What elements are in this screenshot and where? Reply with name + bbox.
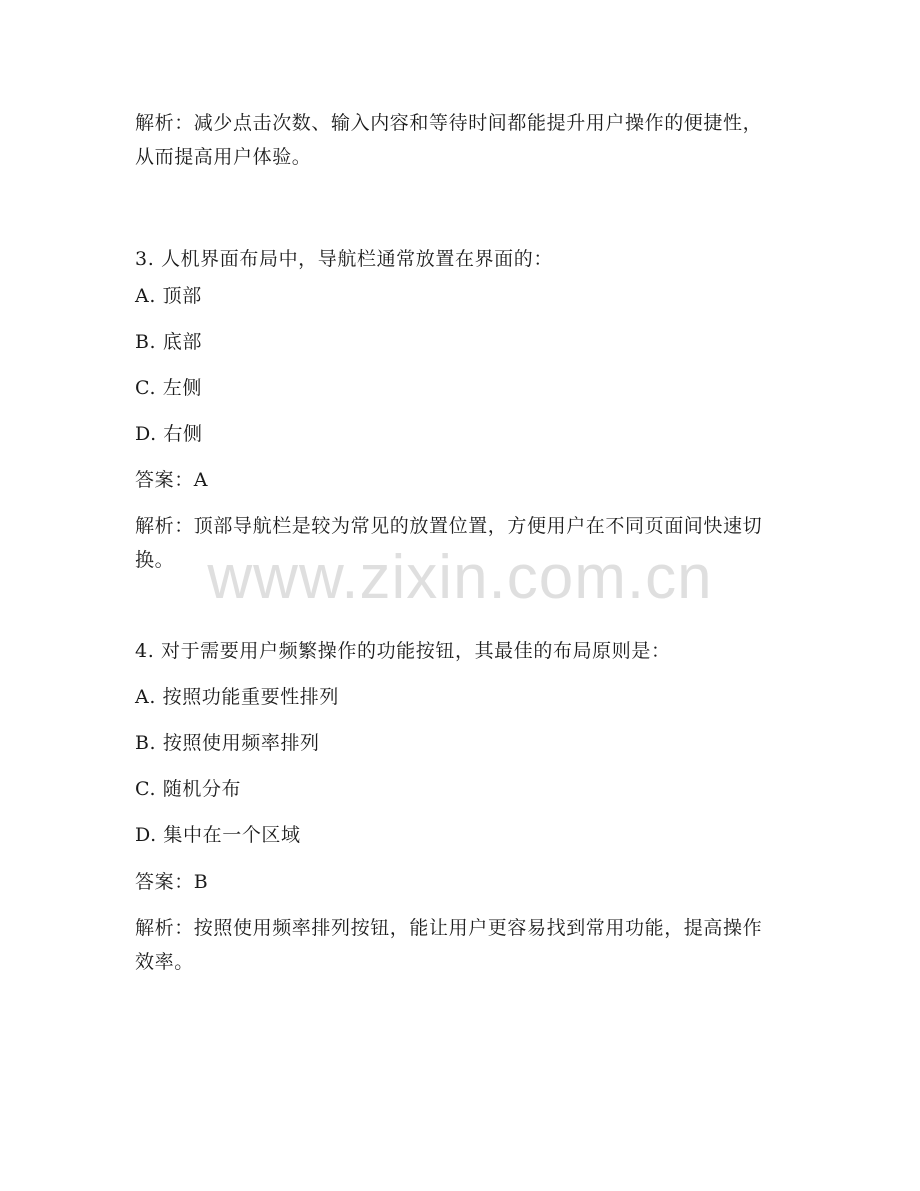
q3-option-b: B. 底部 [135, 331, 203, 353]
q3-analysis: 解析：顶部导航栏是较为常见的放置位置，方便用户在不同页面间快速切换。 [135, 515, 763, 571]
q4-option-b: B. 按照使用频率排列 [135, 732, 320, 754]
q4-question: 4. 对于需要用户频繁操作的功能按钮，其最佳的布局原则是： [135, 640, 671, 662]
q3-question: 3. 人机界面布局中，导航栏通常放置在界面的： [135, 248, 553, 270]
q3-option-d: D. 右侧 [135, 423, 203, 445]
q3-option-a: A. 顶部 [135, 285, 202, 307]
q4-answer: 答案：B [135, 871, 209, 893]
q4-option-c: C. 随机分布 [135, 778, 242, 800]
q3-option-c: C. 左侧 [135, 377, 202, 399]
q4-analysis: 解析：按照使用频率排列按钮，能让用户更容易找到常用功能，提高操作效率。 [135, 917, 763, 973]
previous-analysis: 解析：减少点击次数、输入内容和等待时间都能提升用户操作的便捷性，从而提高用户体验。 [135, 112, 763, 168]
q4-option-a: A. 按照功能重要性排列 [135, 686, 340, 708]
q4-option-d: D. 集中在一个区域 [135, 824, 301, 846]
q3-answer: 答案：A [135, 469, 209, 491]
watermark-text: www.zixin.com.cn [207, 543, 713, 612]
